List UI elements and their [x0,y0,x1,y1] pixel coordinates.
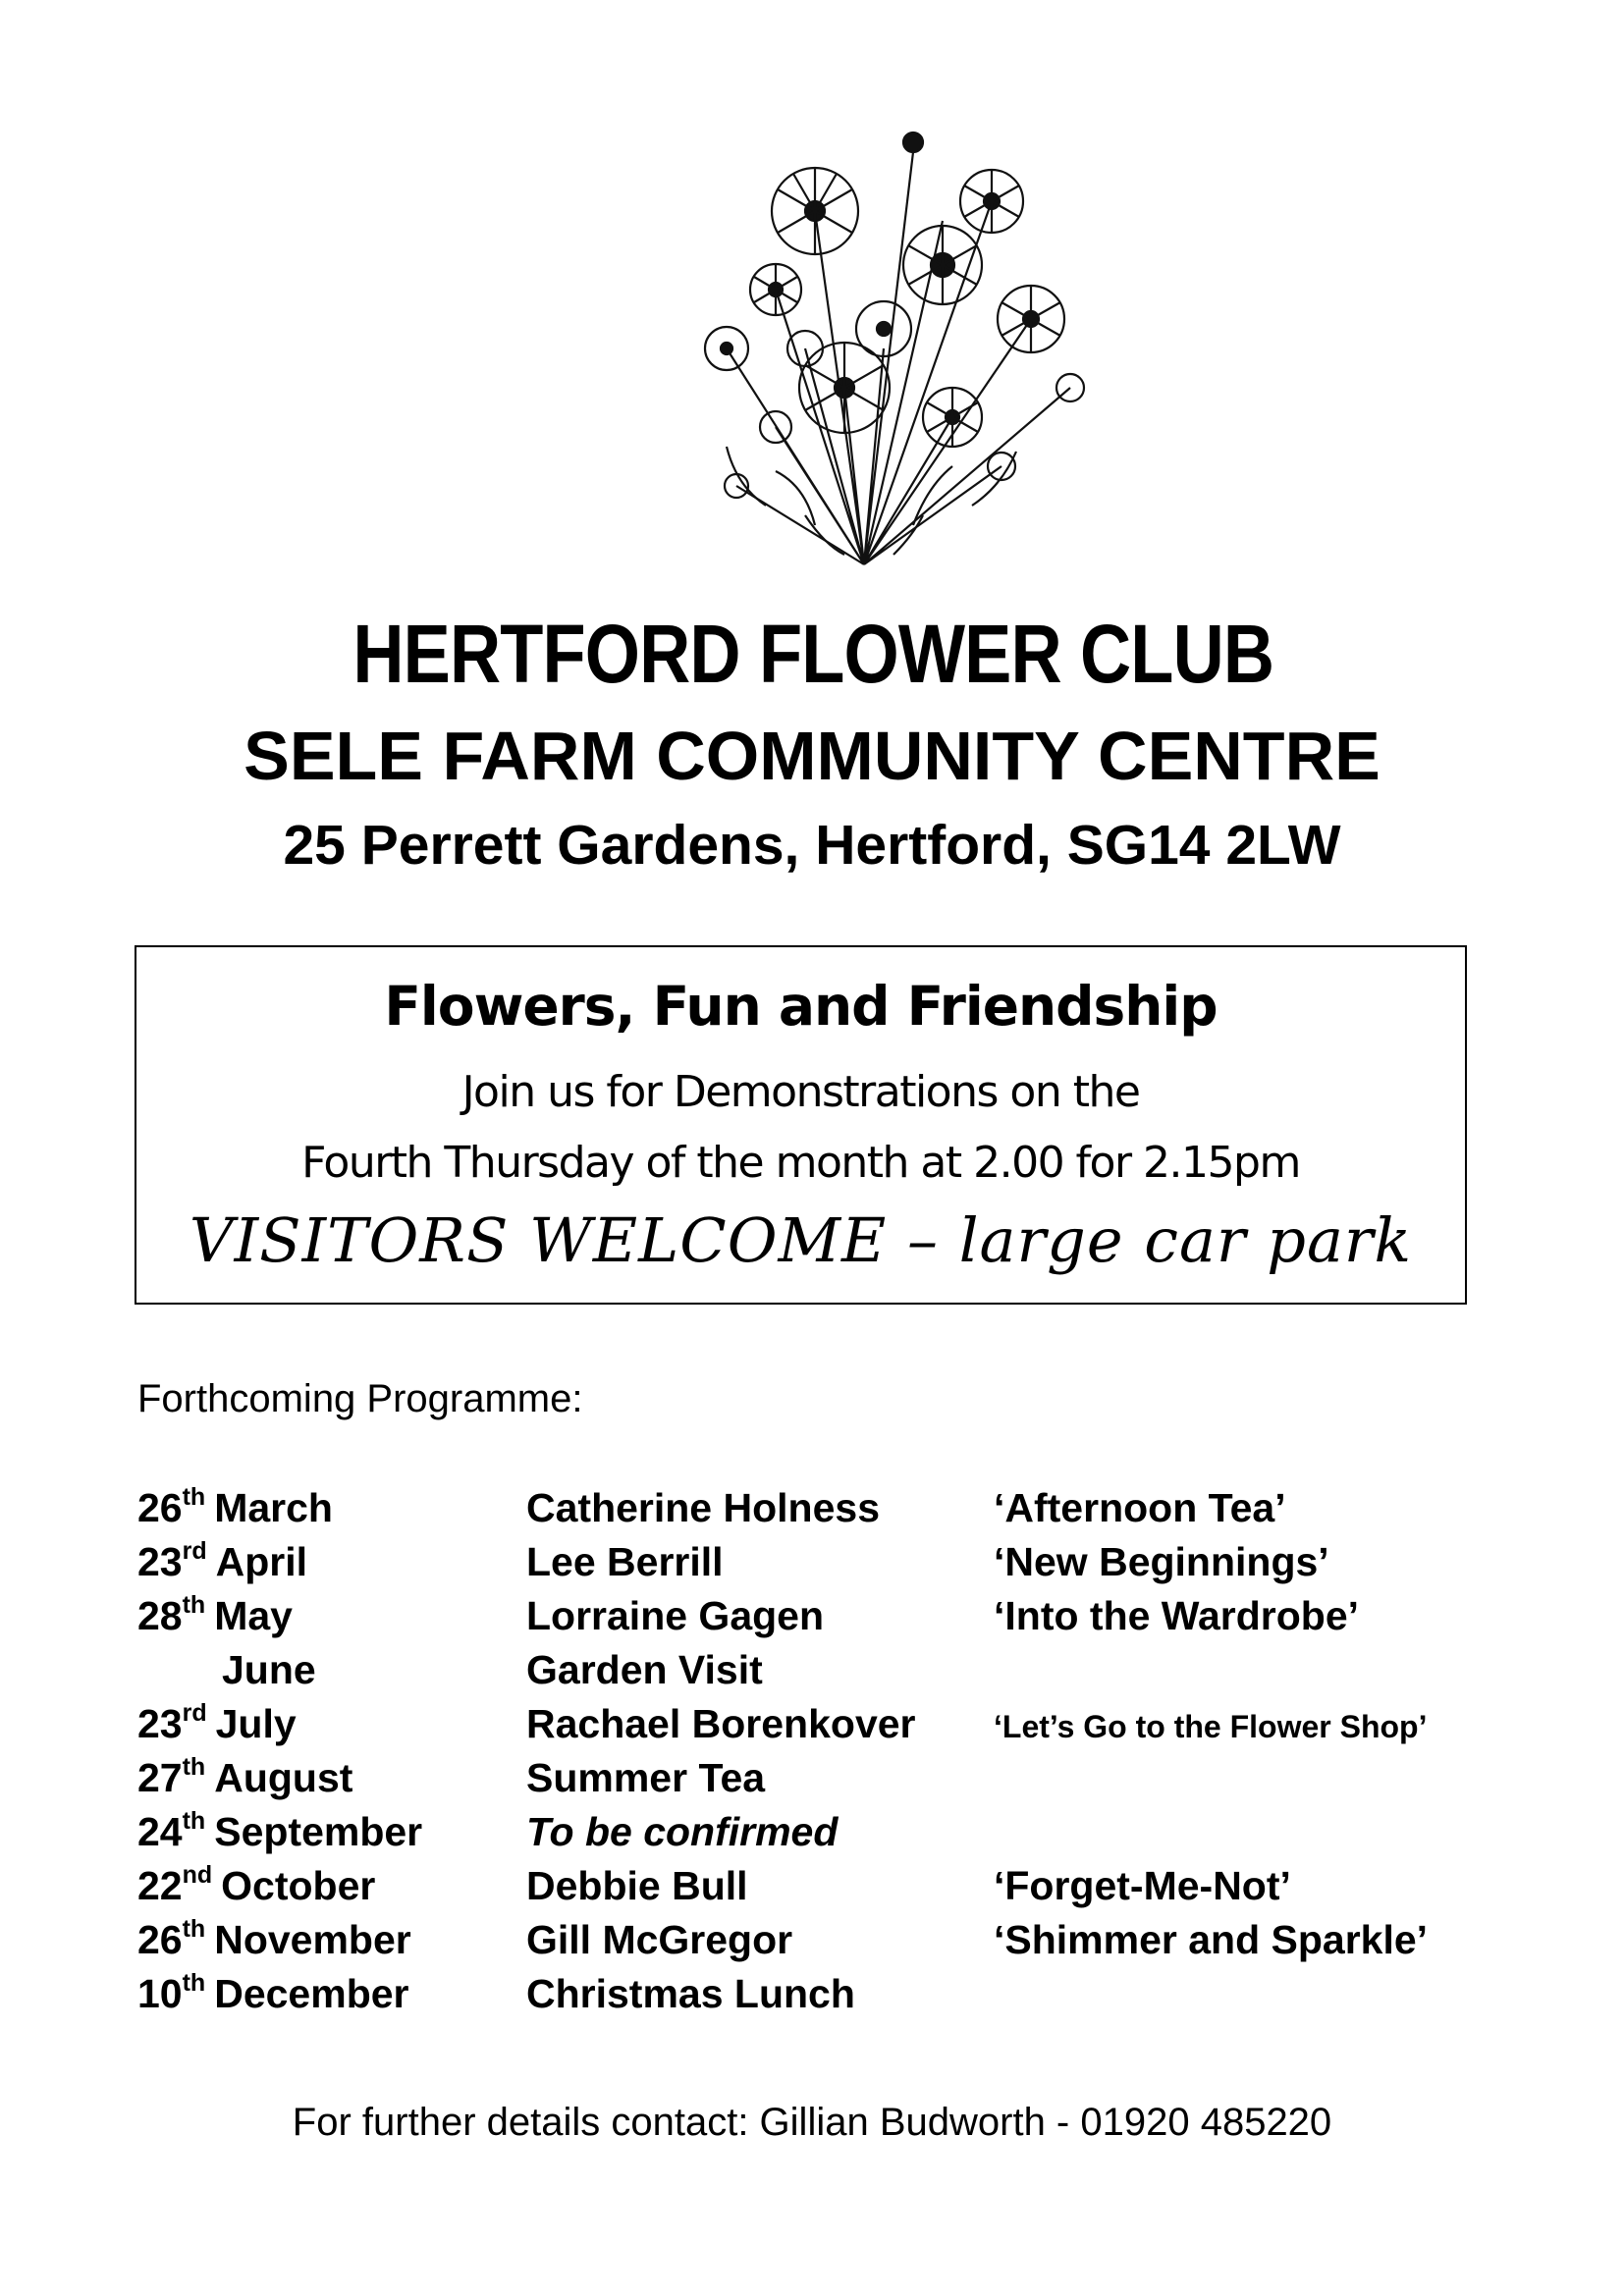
event-date: 27th August [137,1753,353,1800]
club-name: HERTFORD FLOWER CLUB [352,608,1274,700]
event-presenter: Garden Visit [526,1647,763,1692]
programme-row [0,1917,1624,1971]
event-presenter: Summer Tea [526,1755,766,1800]
programme-row [0,1485,1624,1539]
event-presenter: To be confirmed [526,1809,839,1854]
event-theme: ‘Afternoon Tea’ [994,1485,1286,1530]
event-date: 10th December [137,1969,409,2016]
event-presenter: Lee Berrill [526,1539,724,1584]
event-presenter: Rachael Borenkover [526,1701,916,1746]
event-theme: ‘Into the Wardrobe’ [994,1593,1360,1638]
event-date: 23rd July [137,1699,297,1746]
wildflower-sketch-icon [619,93,1110,574]
programme-row [0,1809,1624,1863]
invite-line-2: Fourth Thursday of the month at 2.00 for 2.15pm [301,1138,1300,1188]
event-date: 22nd October [137,1861,376,1908]
event-date: 23rd April [137,1537,308,1584]
programme-row [0,1539,1624,1593]
event-date: 26th November [137,1915,411,1962]
event-date: 24th September [137,1807,423,1854]
event-theme: ‘Shimmer and Sparkle’ [994,1917,1429,1962]
venue-address: 25 Perrett Gardens, Hertford, SG14 2LW [283,814,1341,877]
event-theme: ‘Let’s Go to the Flower Shop’ [994,1709,1428,1744]
programme-row [0,1593,1624,1647]
info-box [135,945,1467,1305]
event-presenter: Debbie Bull [526,1863,748,1908]
event-date: June [222,1647,316,1692]
event-presenter: Gill McGregor [526,1917,793,1962]
event-theme: ‘New Beginnings’ [994,1539,1329,1584]
invite-line-1: Join us for Demonstrations on the [461,1067,1140,1117]
event-presenter: Lorraine Gagen [526,1593,825,1638]
event-presenter: Christmas Lunch [526,1971,855,2016]
contact-details: For further details contact: Gillian Budworth - 01920 485220 [292,2101,1332,2144]
programme-heading: Forthcoming Programme: [137,1377,583,1420]
programme-row [0,1701,1624,1755]
event-date: 26th March [137,1483,333,1530]
event-date: 28th May [137,1591,293,1638]
venue-name: SELE FARM COMMUNITY CENTRE [244,718,1380,794]
programme-row [0,1647,1624,1701]
event-theme: ‘Forget-Me-Not’ [994,1863,1291,1908]
tagline: Flowers, Fun and Friendship [384,975,1218,1038]
event-presenter: Catherine Holness [526,1485,880,1530]
programme-row [0,1755,1624,1809]
programme-row [0,1971,1624,2025]
visitors-welcome: VISITORS WELCOME – large car park [189,1204,1413,1276]
programme-row [0,1863,1624,1917]
